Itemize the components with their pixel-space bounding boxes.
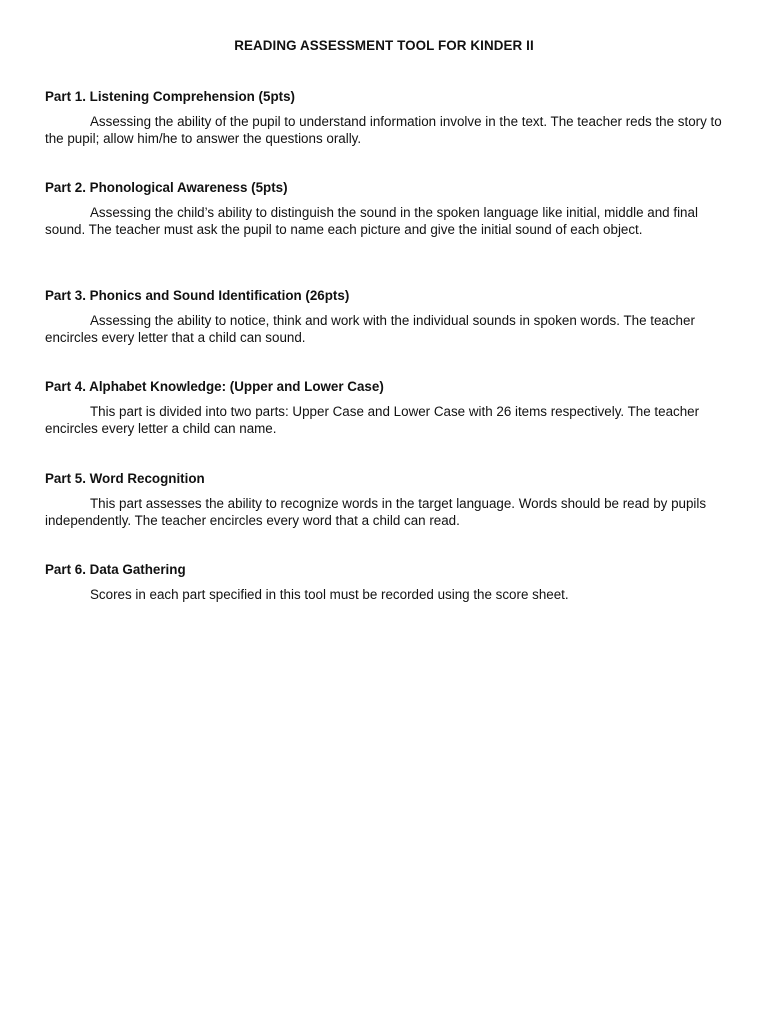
section-heading: Part 1. Listening Comprehension (5pts) bbox=[45, 89, 295, 104]
section-word-recognition bbox=[45, 471, 729, 529]
section-heading: Part 4. Alphabet Knowledge: (Upper and Lower Case) bbox=[45, 379, 384, 394]
section-listening-comprehension bbox=[45, 89, 729, 147]
section-body: This part assesses the ability to recognize words in the target language. Words should be read by pupils independently. The teacher encircles every word that a child can read. bbox=[45, 496, 707, 528]
section-body: Assessing the ability to notice, think and work with the individual sounds in spoken words. The teacher encircles every letter that a child can sound. bbox=[45, 313, 695, 345]
section-data-gathering bbox=[45, 562, 729, 604]
section-heading: Part 5. Word Recognition bbox=[45, 471, 205, 486]
section-body: Assessing the ability of the pupil to understand information involve in the text. The teacher reds the story to the pupil; allow him/he to answer the questions orally. bbox=[45, 114, 722, 146]
section-body: Scores in each part specified in this tool must be recorded using the score sheet. bbox=[90, 587, 569, 602]
section-phonological-awareness bbox=[45, 180, 729, 238]
section-heading: Part 6. Data Gathering bbox=[45, 562, 186, 577]
section-heading: Part 3. Phonics and Sound Identification (26pts) bbox=[45, 288, 350, 303]
section-body: This part is divided into two parts: Upper Case and Lower Case with 26 items respectively. The teacher encircles every letter a child can name. bbox=[45, 404, 700, 436]
section-heading: Part 2. Phonological Awareness (5pts) bbox=[45, 180, 288, 195]
document-title: READING ASSESSMENT TOOL FOR KINDER II bbox=[234, 38, 534, 53]
section-phonics-sound-identification bbox=[45, 288, 729, 346]
section-body: Assessing the child’s ability to distinguish the sound in the spoken language like initial, middle and final sound. The teacher must ask the pupil to name each picture and give the initial sound of each object. bbox=[45, 205, 698, 237]
section-alphabet-knowledge bbox=[45, 379, 729, 437]
